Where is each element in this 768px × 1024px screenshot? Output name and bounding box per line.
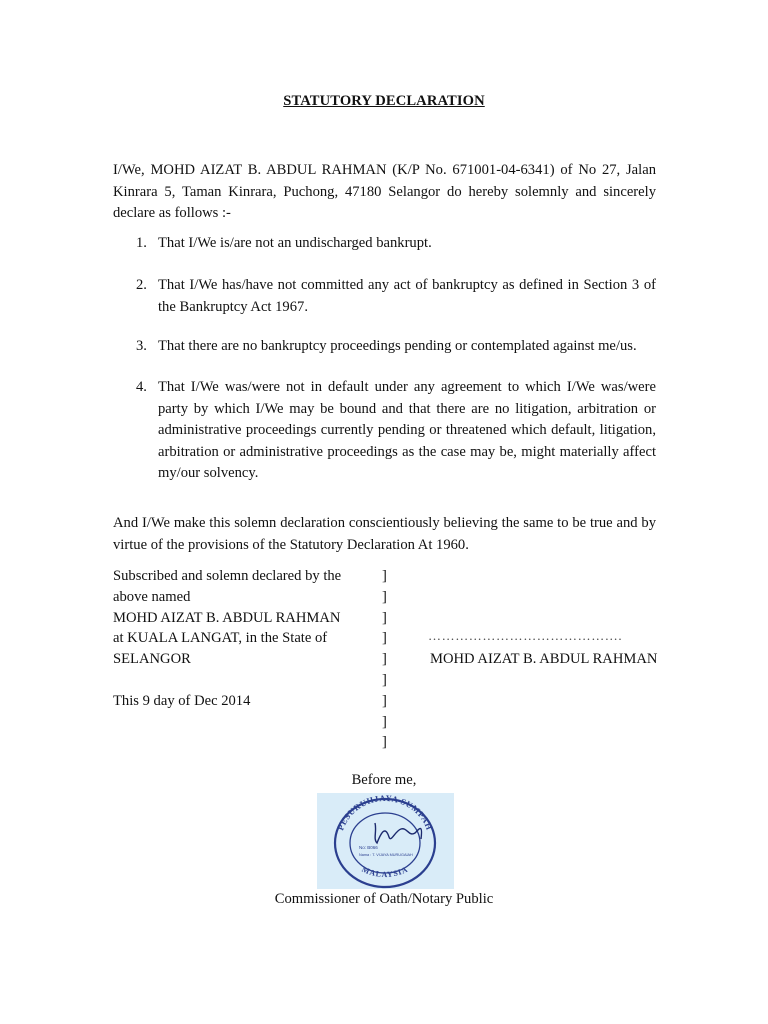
- bracket: ]: [382, 713, 387, 730]
- declaration-item: [136, 377, 656, 485]
- subscribed-line: above named: [113, 588, 191, 605]
- subscribed-line: SELANGOR: [113, 651, 191, 668]
- bracket-column: [382, 566, 387, 753]
- bracket: ]: [382, 692, 387, 709]
- bracket: ]: [382, 734, 387, 751]
- stamp-bottom-text: MALAYSIA: [360, 864, 410, 880]
- signatory-name: MOHD AIZAT B. ABDUL RAHMAN: [430, 651, 658, 667]
- subscribed-line: Subscribed and solemn declared by the: [113, 568, 342, 584]
- bracket: ]: [382, 568, 387, 584]
- stamp-seal-icon: [317, 793, 454, 889]
- item-text: That I/We is/are not an undischarged bankrupt.: [158, 235, 432, 251]
- subscribed-line: MOHD AIZAT B. ABDUL RAHMAN: [113, 609, 341, 626]
- bracket: ]: [382, 609, 387, 626]
- item-text: That I/We was/were not in default under any agreement to which I/We was/were party by which I/We may be bound and that there are no litigation, arbitration or administrative proceedings currently pending or threatened which default, litigation, arbitration or administrative proceedings as the case may be, might materially affect my/our solvency.: [158, 379, 656, 481]
- subscribed-block: [113, 566, 373, 712]
- item-number: 4.: [136, 379, 147, 395]
- bracket: ]: [382, 630, 387, 647]
- document-title: STATUTORY DECLARATION: [283, 93, 485, 109]
- declaration-item: [136, 336, 656, 358]
- before-me-label: Before me,: [351, 772, 417, 788]
- stamp-number: No: B066: [359, 845, 378, 850]
- item-number: 2.: [136, 277, 147, 293]
- declaration-item: [136, 233, 656, 255]
- bracket: ]: [382, 651, 387, 668]
- commissioner-stamp: [317, 793, 454, 889]
- declaration-date: This 9 day of Dec 2014: [113, 692, 251, 709]
- stamp-name: Nama : T. VIJAYA MURUGAIAH: [359, 853, 413, 857]
- stamp-top-text: PESURUHJAYA SUMPAH: [335, 793, 435, 832]
- signature-line: …………………………………….: [428, 628, 623, 643]
- intro-paragraph: I/We, MOHD AIZAT B. ABDUL RAHMAN (K/P No. 671001-04-6341) of No 27, Jalan Kinrara 5, Taman Kinrara, Puchong, 47180 Selangor do hereby solemnly and sincerely declare as follows :-: [113, 162, 656, 221]
- bracket: ]: [382, 588, 387, 605]
- commissioner-label: Commissioner of Oath/Notary Public: [274, 891, 494, 907]
- item-text: That I/We has/have not committed any act of bankruptcy as defined in Section 3 of the Bankruptcy Act 1967.: [158, 277, 656, 315]
- closing-paragraph: And I/We make this solemn declaration conscientiously believing the same to be true and by virtue of the provisions of the Statutory Declaration At 1960.: [113, 515, 656, 553]
- item-number: 3.: [136, 338, 147, 354]
- bracket: ]: [382, 671, 387, 688]
- declaration-item: [136, 275, 656, 318]
- item-text: That there are no bankruptcy proceedings pending or contemplated against me/us.: [158, 338, 637, 354]
- item-number: 1.: [136, 235, 147, 251]
- subscribed-line: at KUALA LANGAT, in the State of: [113, 630, 328, 647]
